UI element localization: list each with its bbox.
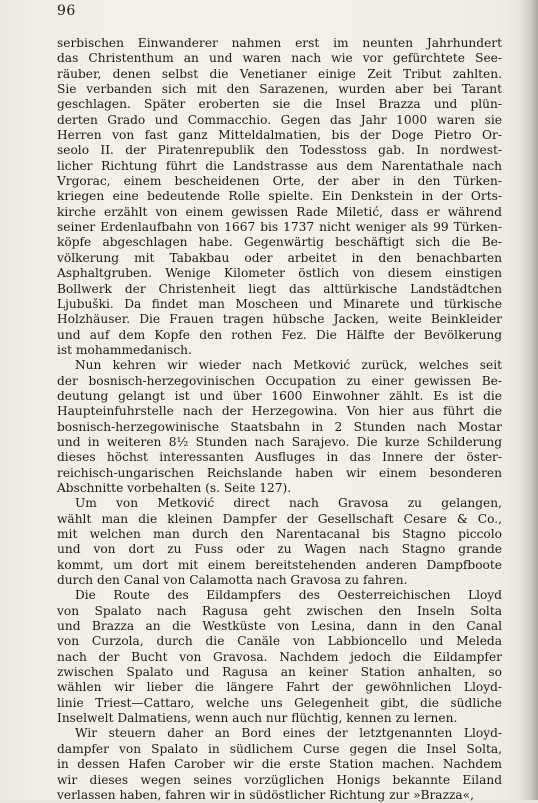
text-line: durch den Canal von Calamotta nach Gravosa zu fahren. — [57, 573, 408, 588]
text-line: räuber, denen selbst die Venetianer einige Zeit Tribut zahlten. — [57, 66, 502, 81]
text-line: kirche erzählt von einem gewissen Rade Miletić, dass er während — [57, 204, 502, 219]
text-line: derten Grado und Commacchio. Gegen das Jahr 1000 waren sie — [57, 112, 502, 127]
paragraph — [57, 496, 502, 588]
body-text — [57, 36, 502, 803]
text-line: Vrgorac, einem bescheidenen Orte, der aber in den Türken- — [57, 174, 502, 189]
paragraph — [57, 36, 502, 358]
page-gutter-shadow — [520, 0, 538, 800]
text-line: Herren von fast ganz Mitteldalmatien, bis der Doge Pietro Or- — [57, 128, 502, 143]
text-line: von Curzola, durch die Canäle von Labbioncello und Meleda — [57, 634, 502, 649]
text-line: Bollwerk der Christenheit liegt das alttürkische Landstädtchen — [57, 281, 502, 296]
paragraph — [57, 588, 502, 726]
text-line: das Christenthum an und waren nach wie vor gefürchtete See- — [57, 51, 502, 66]
text-line: seolo II. der Piratenrepublik den Todesstoss gab. In nordwest- — [57, 143, 502, 158]
text-line: von Spalato nach Ragusa geht zwischen den Inseln Solta — [57, 603, 502, 618]
text-line: Die Route des Eildampfers des Oesterreichischen Lloyd — [75, 588, 502, 603]
text-line: wählen wir lieber die längere Fahrt der gewöhnlichen Lloyd- — [57, 680, 502, 695]
text-line: Asphaltgruben. Wenige Kilometer östlich von diesem einstigen — [57, 266, 502, 281]
text-line: Nun kehren wir wieder nach Metković zurück, welches seit — [75, 358, 502, 373]
text-line: Inselwelt Dalmatiens, wenn auch nur flüchtig, kennen zu lernen. — [57, 711, 458, 726]
text-line: linie Triest—Cattaro, welche uns Gelegenheit gibt, die südliche — [57, 695, 502, 710]
text-line: zwischen Spalato und Ragusa an keiner Station anhalten, so — [57, 665, 502, 680]
text-line: Um von Metković direct nach Gravosa zu gelangen, — [75, 496, 502, 511]
text-line: wir dieses wegen seines vorzüglichen Honigs bekannte Eiland — [57, 772, 502, 787]
text-line: mit welchen man durch den Narentacanal bis Stagno piccolo — [57, 527, 502, 541]
text-line: Holzhäuser. Die Frauen tragen hübsche Jacken, weite Beinkleider — [57, 312, 502, 327]
text-line: deutung gelangt ist und über 1600 Einwohner zählt. Es ist die — [57, 388, 502, 403]
text-line: kommt, um dort mit einem bereitstehenden anderen Dampfboote — [57, 557, 502, 572]
page-number: 96 — [57, 3, 76, 19]
text-line: nach der Bucht von Gravosa. Nachdem jedoch die Eildampfer — [57, 649, 502, 664]
paragraph — [57, 726, 502, 803]
text-line: und Brazza an die Westküste von Lesina, dann in den Canal — [57, 619, 502, 634]
text-line: und auf dem Kopfe den rothen Fez. Die Hälfte der Bevölkerung — [57, 327, 502, 342]
text-line: Abschnitte vorbehalten (s. Seite 127). — [57, 480, 292, 495]
text-line: serbischen Einwanderer nahmen erst im neunten Jahrhundert — [57, 36, 502, 50]
text-line: verlassen haben, fahren wir in südöstlicher Richtung zur »Brazza«, — [57, 787, 475, 802]
text-line: seiner Erdenlaufbahn von 1667 bis 1737 nicht weniger als 99 Türken- — [57, 220, 502, 235]
text-line: köpfe abgeschlagen habe. Gegenwärtig beschäftigt sich die Be- — [57, 235, 502, 250]
text-line: kriegen eine bedeutende Rolle spielte. Ein Denkstein in der Orts- — [57, 189, 502, 204]
text-line: der bosnisch-herzegovinischen Occupation zu einer gewissen Be- — [57, 373, 502, 388]
text-line: Wir steuern daher an Bord eines der letztgenannten Lloyd- — [75, 726, 502, 741]
text-line: ist mohammedanisch. — [57, 342, 192, 357]
text-line: Haupteinfuhrstelle nach der Herzegowina. Von hier aus führt die — [57, 404, 502, 419]
paragraph — [57, 358, 502, 496]
text-line: Ljubuški. Da findet man Moscheen und Minarete und türkische — [57, 296, 502, 311]
text-line: völkerung mit Tabakbau oder arbeitet in den benachbarten — [57, 250, 502, 265]
text-line: Sie verbanden sich mit den Sarazenen, wurden aber bei Tarant — [57, 82, 502, 97]
text-line: in dessen Hafen Carober wir die erste Station machen. Nachdem — [57, 757, 502, 772]
text-line: und von dort zu Fuss oder zu Wagen nach Stagno grande — [57, 542, 502, 557]
text-line: geschlagen. Später eroberten sie die Insel Brazza und plün- — [57, 97, 502, 112]
text-line: reichisch-ungarischen Reichslande haben wir einem besonderen — [57, 465, 502, 480]
text-line: dieses höchst interessanten Ausfluges in das Innere der öster- — [57, 450, 502, 465]
text-line: und in weiteren 8½ Stunden nach Sarajevo. Die kurze Schilderung — [57, 434, 502, 449]
text-line: licher Richtung führt die Landstrasse aus dem Narentathale nach — [57, 158, 502, 173]
text-line: bosnisch-herzegowinische Staatsbahn in 2 Stunden nach Mostar — [57, 419, 502, 434]
text-line: wählt man die kleinen Dampfer der Gesellschaft Cesare & Co., — [57, 511, 502, 526]
text-line: dampfer von Spalato in südlichem Curse gegen die Insel Solta, — [57, 741, 502, 756]
